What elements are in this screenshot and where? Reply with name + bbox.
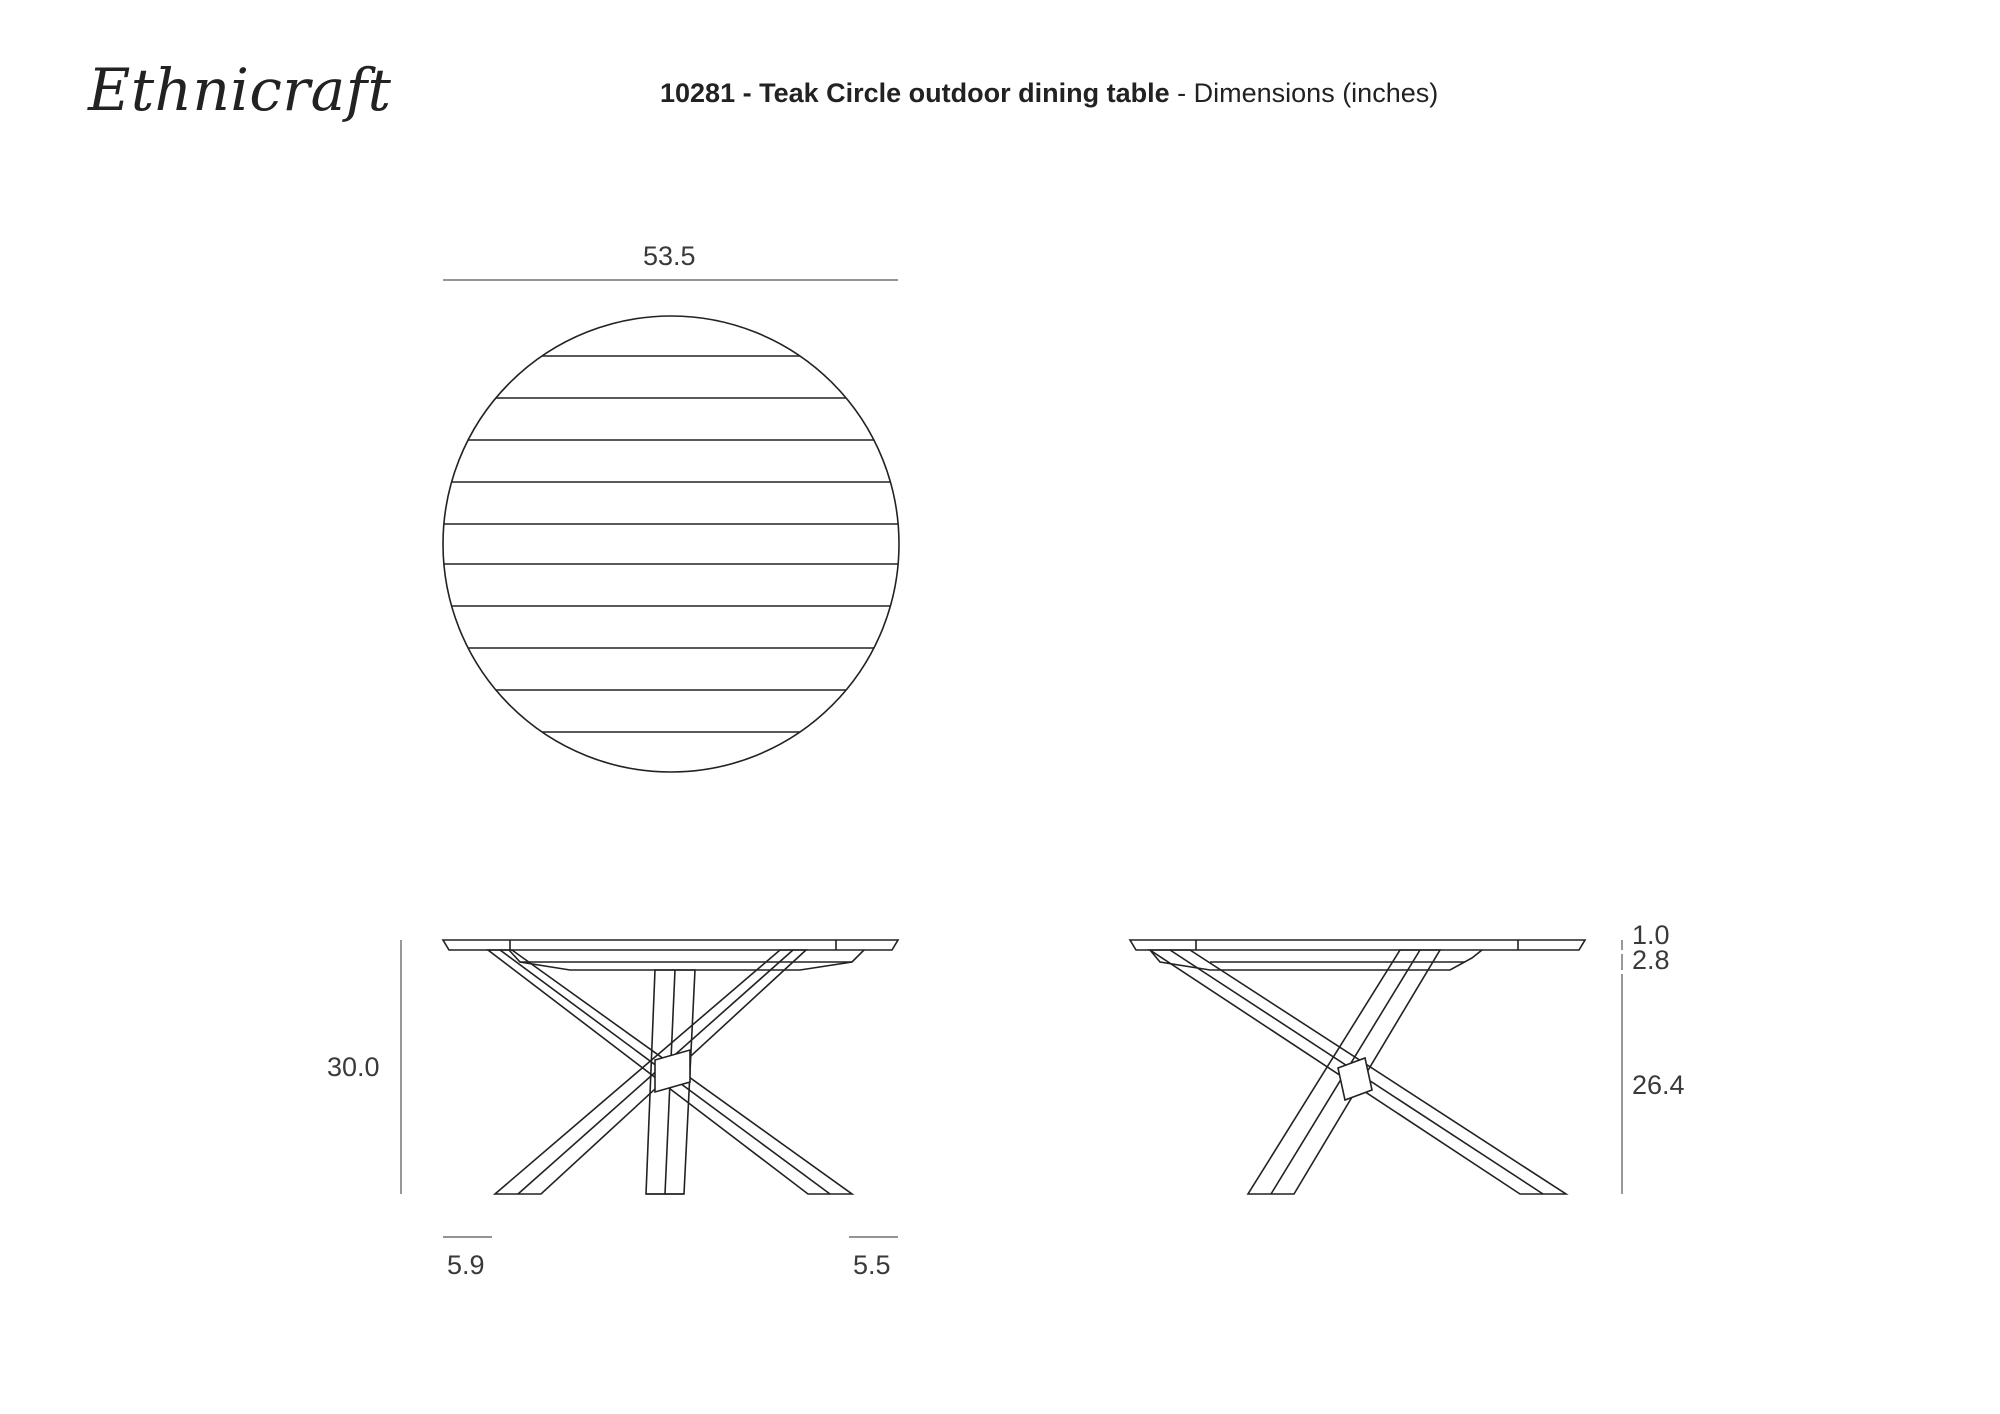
ethnicraft-logo: Ethnicraft bbox=[88, 56, 392, 124]
table-top-slats bbox=[430, 356, 910, 732]
front-elevation bbox=[401, 940, 898, 1237]
table-top-outline bbox=[443, 316, 899, 772]
dim-apron: 2.8 bbox=[1632, 945, 1670, 975]
dim-top-thickness: 1.0 bbox=[1632, 920, 1670, 950]
title-separator: - bbox=[735, 78, 760, 108]
dim-left-foot: 5.9 bbox=[447, 1250, 485, 1280]
product-code: 10281 bbox=[660, 78, 736, 108]
dim-leg-height: 26.4 bbox=[1632, 1070, 1685, 1100]
product-name: Teak Circle outdoor dining table bbox=[759, 78, 1170, 108]
side-elevation bbox=[1130, 940, 1622, 1194]
title-suffix: Dimensions (inches) bbox=[1193, 78, 1439, 108]
dim-right-foot: 5.5 bbox=[853, 1250, 891, 1280]
side-tabletop bbox=[1130, 940, 1585, 950]
table-top-plan-view bbox=[430, 316, 910, 772]
front-tabletop bbox=[443, 940, 898, 950]
dim-top-diameter: 53.5 bbox=[643, 241, 696, 271]
title-separator-2: - bbox=[1169, 78, 1194, 108]
dim-height: 30.0 bbox=[327, 1052, 380, 1082]
